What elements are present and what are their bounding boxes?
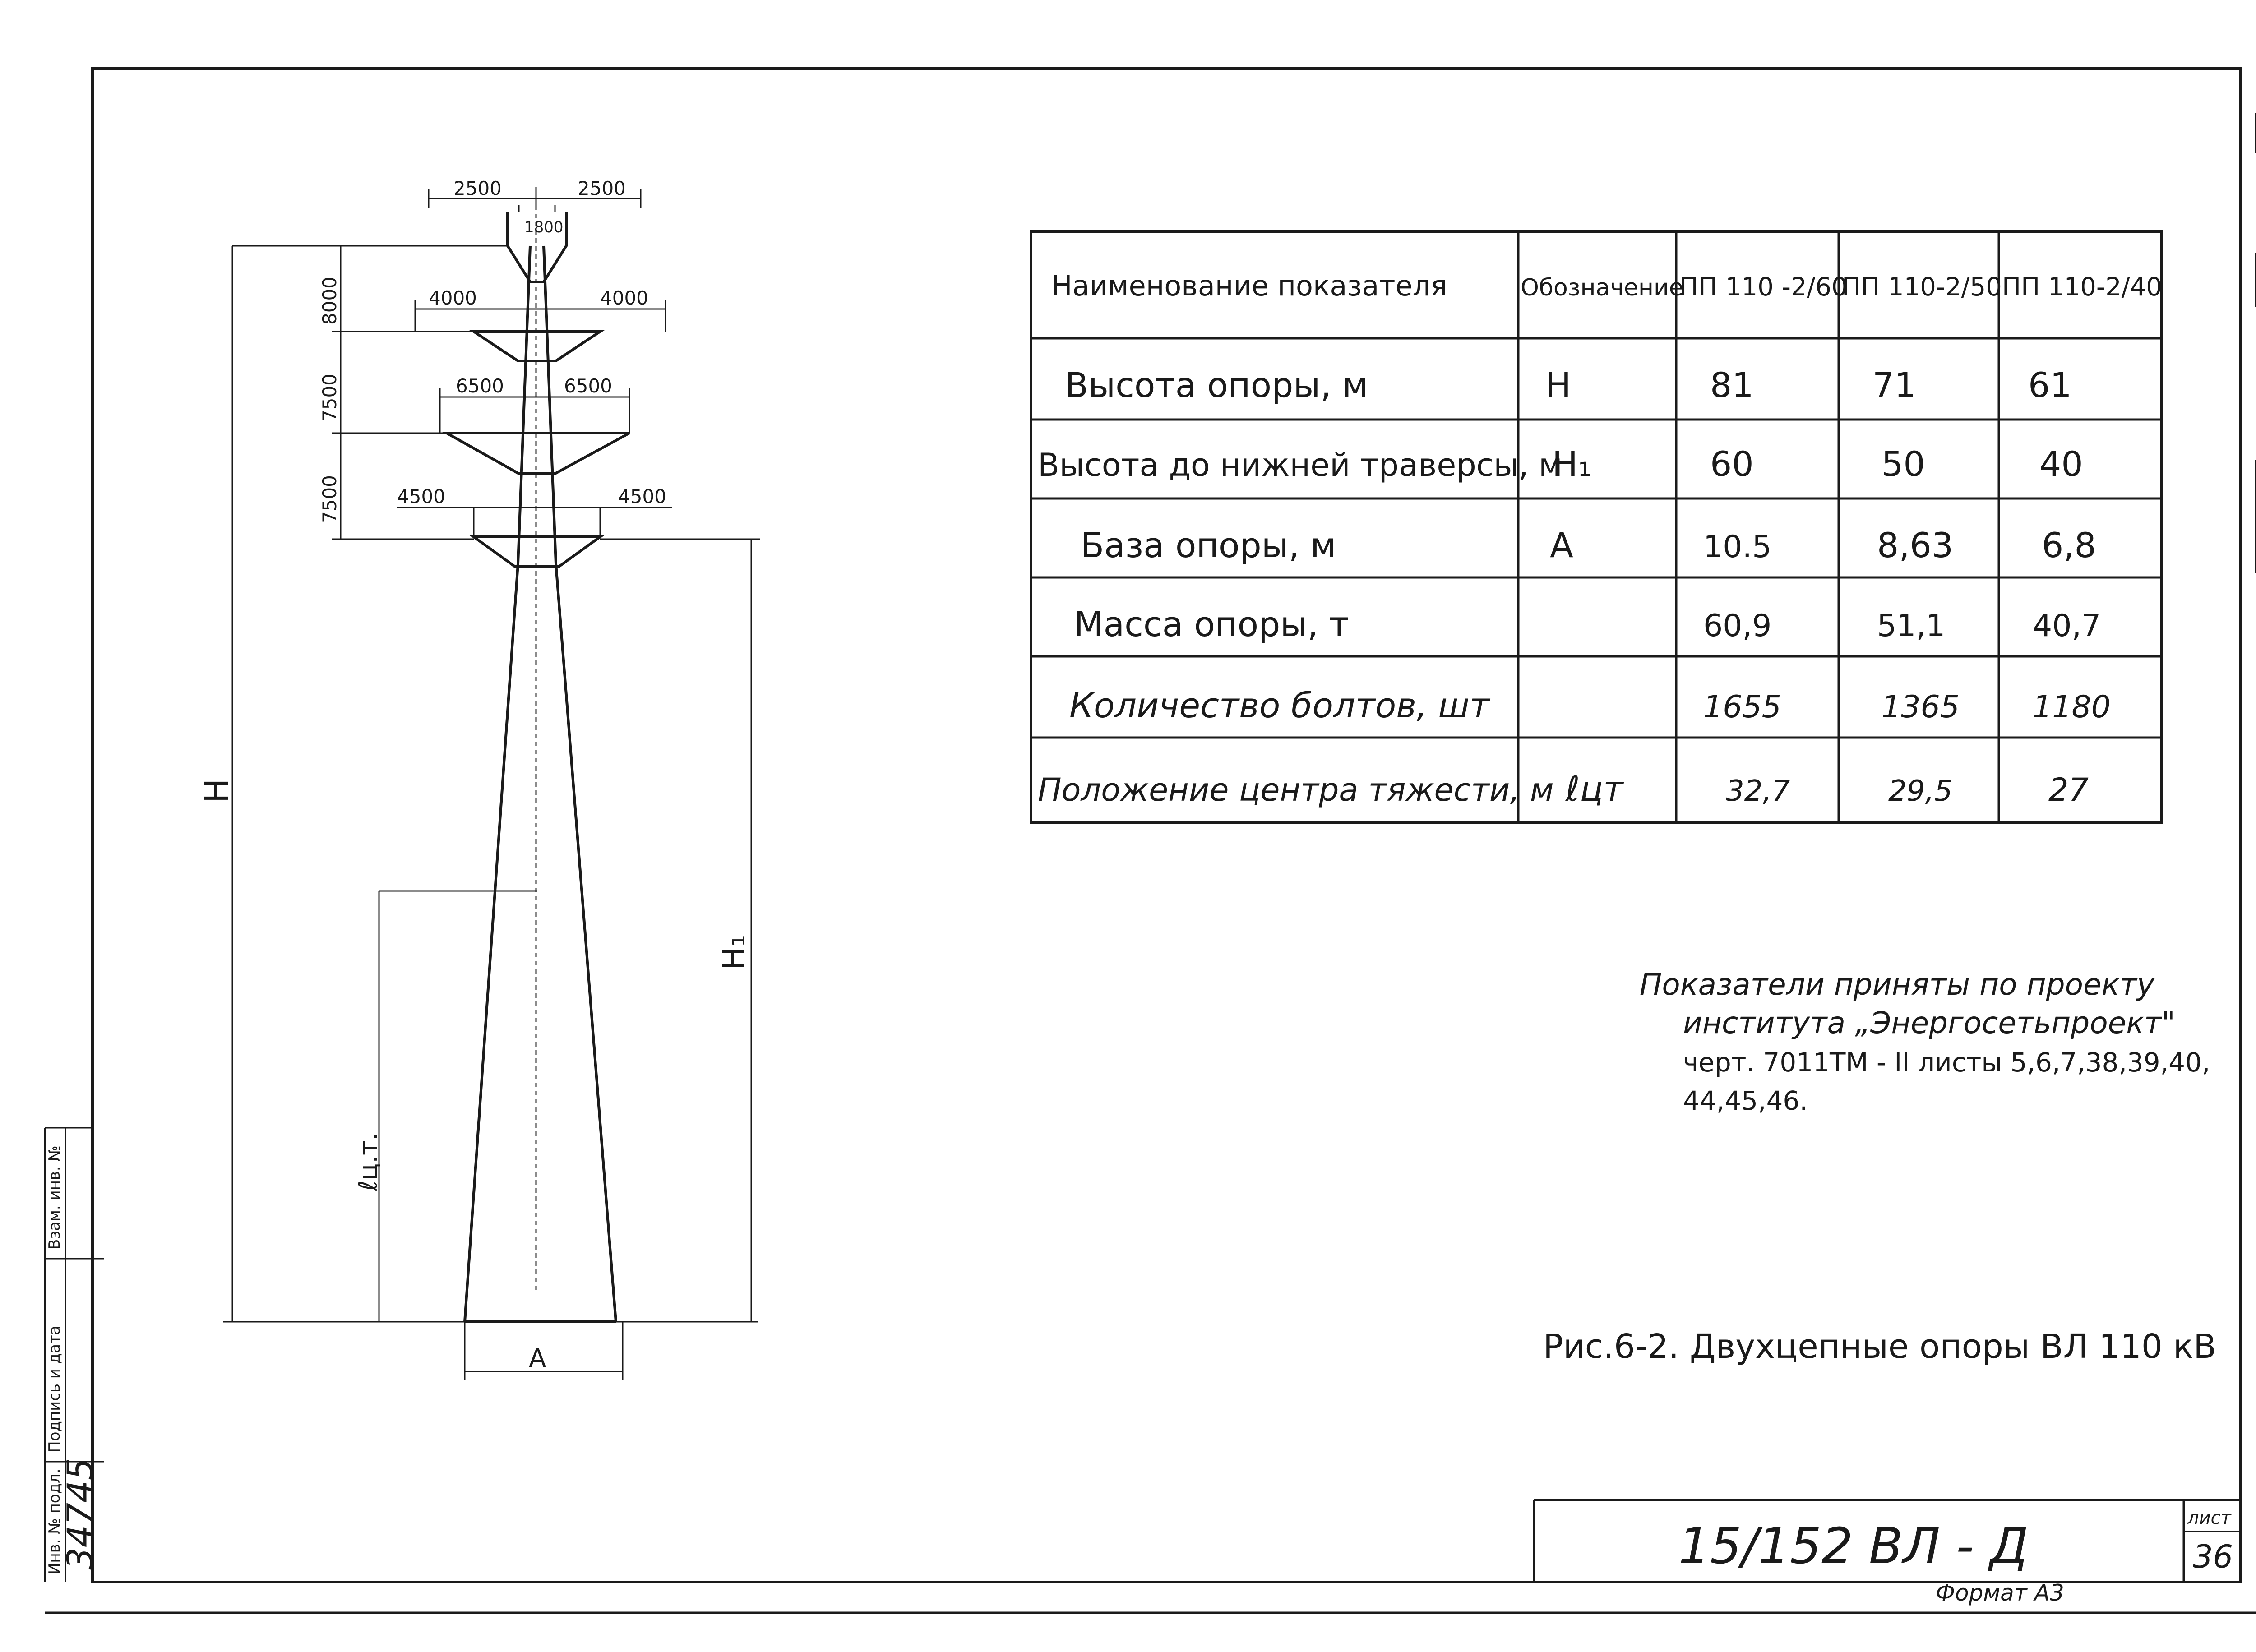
table-cell-value: 50 [1882, 444, 1925, 484]
table-cell-symbol: H [1545, 365, 1572, 405]
tower-drawing [198, 177, 760, 1380]
table-cell-value: 71 [1872, 365, 1916, 405]
table-cell-value: 1365 [1882, 689, 1960, 725]
table-cell-name: Масса опоры, т [1074, 604, 1349, 644]
table-header-pp40: ПП 110-2/40 [2002, 272, 2162, 302]
dim-arm3-right: 4500 [618, 485, 666, 508]
table-cell-name: Положение центра тяжести, м [1038, 771, 1554, 808]
crossarm-lower [474, 537, 600, 566]
table-cell-value: 29,5 [1888, 775, 1953, 808]
table-cell-symbol: A [1550, 525, 1573, 565]
stamp-inv-number: 34745 [60, 1458, 101, 1570]
label-H: H [198, 778, 236, 803]
table-cell-value: 60,9 [1703, 608, 1772, 644]
tower-leg-left [465, 246, 530, 1322]
doc-number: 15/152 ВЛ - Д [1678, 1517, 2029, 1575]
table-cell-value: 32,7 [1726, 775, 1790, 808]
table-cell-symbol: ℓцт [1566, 769, 1623, 809]
dim-arm2-right: 6500 [564, 375, 612, 397]
table-cell-value: 6,8 [2042, 525, 2096, 565]
stamp-label-sign: Подпись и дата [46, 1325, 64, 1453]
format-label: Формат А3 [1936, 1580, 2064, 1606]
label-A: A [529, 1344, 546, 1373]
dim-vert-3: 7500 [319, 475, 341, 523]
label-H1: H₁ [717, 934, 752, 970]
sheet-number: 36 [2193, 1538, 2233, 1575]
sheet-label: лист [2187, 1508, 2231, 1528]
dim-vert-2: 7500 [319, 374, 341, 422]
side-stamp [45, 1128, 104, 1582]
note-line-3: черт. 7011ТМ - II листы 5,6,7,38,39,40, [1683, 1047, 2210, 1078]
dim-vert-1: 8000 [319, 277, 341, 325]
table-cell-name: Количество болтов, шт [1069, 685, 1490, 725]
table-cell-value: 81 [1710, 365, 1754, 405]
table-header-name: Наименование показателя [1051, 269, 1447, 302]
table-cell-value: 27 [2048, 771, 2089, 808]
table-cell-value: 1180 [2033, 689, 2111, 725]
crossarm-upper [474, 332, 600, 361]
note-line-4: 44,45,46. [1683, 1085, 1808, 1116]
table-cell-value: 10.5 [1703, 529, 1772, 565]
table-cell-value: 51,1 [1877, 608, 1946, 644]
stamp-label-inv: Инв. № подл. [46, 1468, 64, 1574]
table-cell-value: 1655 [1703, 689, 1782, 725]
table-cell-value: 40 [2039, 444, 2083, 484]
source-note [1640, 967, 2210, 1116]
table-cell-value: 40,7 [2033, 608, 2101, 644]
table-header-pp50: ПП 110-2/50 [1842, 272, 2002, 302]
label-lct: ℓц.т. [354, 1132, 383, 1191]
table-cell-value: 60 [1710, 444, 1754, 484]
table-cell-value: 8,63 [1877, 525, 1954, 565]
dim-arm2-left: 6500 [456, 375, 504, 397]
table-header-symbol: Обозначение [1521, 274, 1683, 301]
dim-arm1-left: 4000 [429, 287, 477, 309]
title-block [1534, 1500, 2240, 1606]
table-cell-value: 61 [2028, 365, 2072, 405]
table-cell-name: База опоры, м [1081, 525, 1336, 565]
table-cell-name: Высота до нижней траверсы, м [1038, 447, 1563, 484]
parameter-table [1031, 231, 2162, 822]
figure-caption: Рис.6-2. Двухцепные опоры ВЛ 110 кВ [1543, 1327, 2216, 1366]
crossarm-middle [447, 433, 629, 474]
note-line-2: института „Энергосетьпроект" [1683, 1006, 2175, 1040]
dim-top-left: 2500 [453, 177, 502, 199]
table-cell-name: Высота опоры, м [1065, 365, 1368, 405]
dim-top-right: 2500 [578, 177, 626, 199]
dim-arm1-right: 4000 [600, 287, 648, 309]
note-line-1: Показатели приняты по проекту [1639, 967, 2154, 1002]
stamp-label-replace: Взам. инв. № [46, 1145, 64, 1250]
table-cell-symbol: H₁ [1552, 444, 1592, 484]
table-header-pp60: ПП 110 -2/60 [1679, 272, 1848, 302]
dim-neck: 1800 [524, 218, 564, 236]
tower-leg-right [544, 246, 616, 1322]
dim-arm3-left: 4500 [397, 485, 445, 508]
